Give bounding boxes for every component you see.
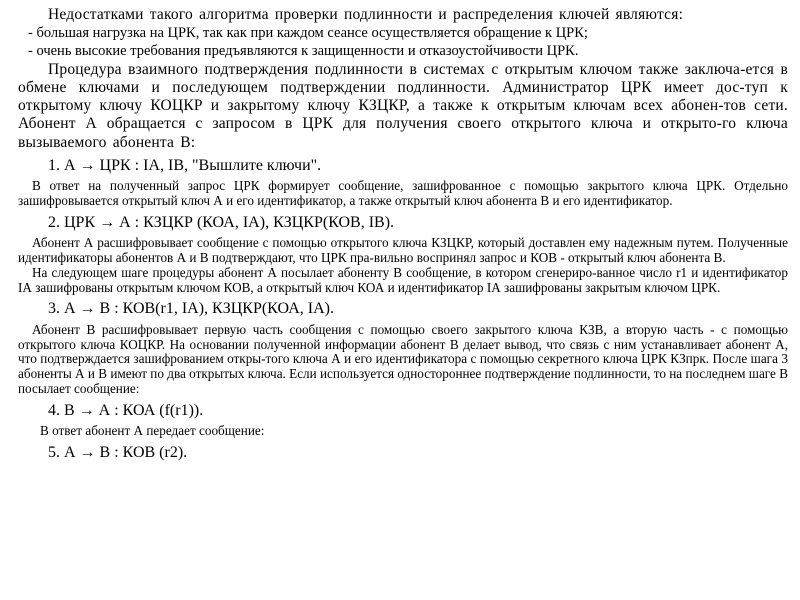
paragraph-intro: Недостатками такого алгоритма проверки подлинности и распределения ключей являются:	[48, 6, 684, 23]
list-item-dash-2: - очень высокие требования предъявляются к защищенности и отказоустойчивости ЦРК.	[28, 43, 579, 60]
protocol-step-3: 3. А → В : КОВ(r1, IА), КЗЦКР(КОА, IА).	[48, 300, 334, 318]
protocol-step-1: 1. А → ЦРК : IА, IВ, "Вышлите ключи".	[48, 156, 322, 174]
list-item-dash-1: - большая нагрузка на ЦРК, так как при каждом сеансе осуществляется обращение к ЦРК;	[28, 25, 588, 42]
paragraph-step1-comment: В ответ на полученный запрос ЦРК формирует сообщение, зашифрованное с помощью закрытого ключа ЦРК. Отдельно зашифровывается открытый ключ А и его идентификатор, а также открытый ключ абонента В и его идентификатор.	[18, 178, 788, 209]
paragraph-procedure: Процедура взаимного подтверждения подлинности в системах с открытым ключом также заключа-ется в обмене ключами и последующем подтверждении подлинности. Администратор ЦРК имеет дос-туп к открытому ключу КОЦКР и закрытому ключу КЗЦКР, а также к открытым ключам всех абонен-тов сети. Абонент А обращается с запросом в ЦРК для получения своего открытого ключа и открыто-го ключа вызываемого абонента В:	[18, 60, 788, 151]
protocol-step-2: 2. ЦРК → А : КЗЦКР (КОА, IА), КЗЦКР(КОВ, IВ).	[48, 213, 395, 231]
paragraph-step2-comment: Абонент А расшифровывает сообщение с помощью открытого ключа КЗЦКР, который доставлен ему надежным путем. Полученные идентификаторы абонентов А и В подтверждают, что ЦРК пра-вильно воспринял запрос и КОВ - открытый ключ абонента В.	[18, 235, 788, 266]
protocol-step-4: 4. В → А : КОА (f(r1)).	[48, 401, 204, 419]
paragraph-step5-intro: В ответ абонент А передает сообщение:	[40, 423, 265, 439]
paragraph-step3-comment: Абонент В расшифровывает первую часть сообщения с помощью своего закрытого ключа КЗВ, а вторую часть - с помощью открытого ключа КОЦКР. На основании полученной информации абонент В делает вывод, что связь с ним устанавливает абонент А, что подтверждается зашифрованием откры-того ключа А и его идентификатора с помощью секретного ключа ЦРК КЗпрк. После шага 3 абоненты А и В имеют по два открытых ключа. Если используется одностороннее подтверждение подлинности, то на последнем шаге В посылает сообщение:	[18, 321, 788, 396]
paragraph-step3-intro: На следующем шаге процедуры абонент А посылает абоненту В сообщение, в котором сгенериро-ванное число r1 и идентификатор IА зашифрованы открытым ключом КОВ, а открытый ключ КОА и идентификатор IА зашифрованы закрытым ключом ЦРК.	[18, 264, 788, 295]
protocol-step-5: 5. А → В : КОВ (r2).	[48, 443, 188, 461]
